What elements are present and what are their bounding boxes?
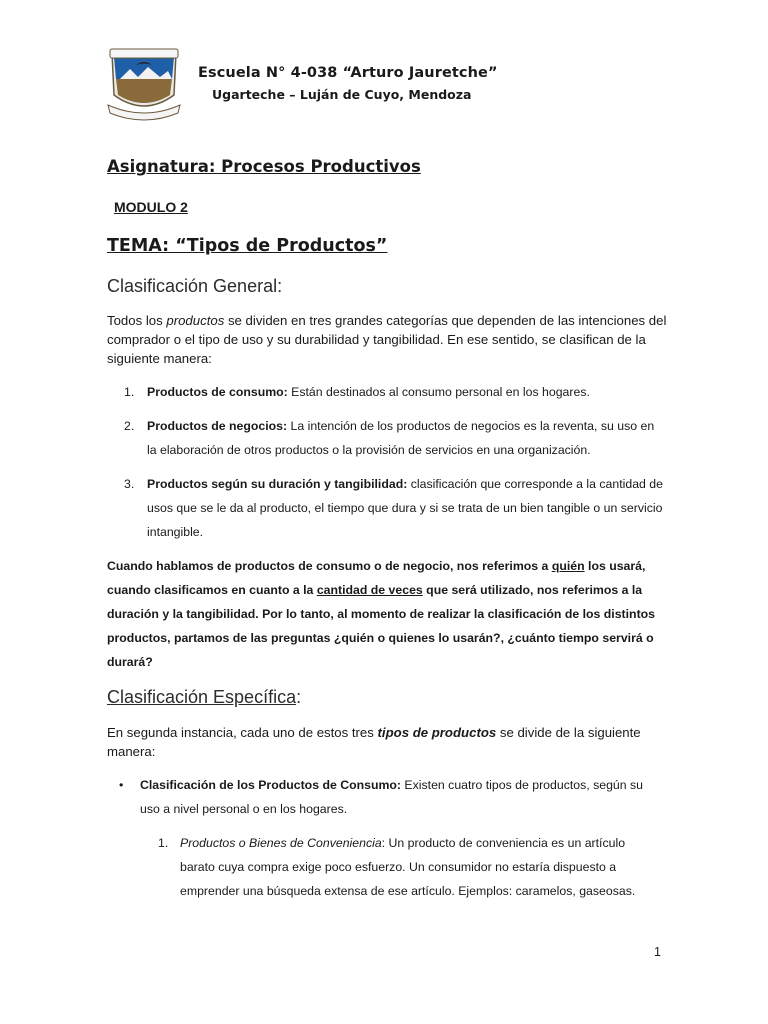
sub-list-item: 1. Productos o Bienes de Conveniencia: Un producto de conveniencia es un artículo barato cuya compra exige poco esfuerzo. Un consumidor no estaría dispuesto a emprender una búsqueda extensa de ese artículo. Ejemplos: caramelos, gaseosas. [158, 836, 636, 898]
subject-title: Asignatura: Procesos Productivos [107, 157, 421, 176]
bullet-item: • Clasificación de los Productos de Consumo: Existen cuatro tipos de productos, según su uso a nivel personal o en los hogares. [107, 773, 667, 823]
school-location: Ugarteche – Luján de Cuyo, Mendoza [212, 87, 472, 102]
module-label: MODULO 2 [114, 199, 188, 215]
section-heading-general: Clasificación General: [107, 276, 283, 296]
section-heading-specific: Clasificación Específica: [107, 687, 302, 707]
school-crest-icon [106, 45, 182, 121]
topic-title: TEMA: “Tipos de Productos” [107, 236, 388, 256]
general-classification-list: 1. Productos de consumo: Están destinados al consumo personal en los hogares. 2. Productos de negocios: La intención de los productos de negocios es la reventa, su uso en la elaboración de otros productos o la provisión de servicios en una organización. 3. Productos según su duración y tangibilidad: clasificación que corresponde a la cantidad de usos que se le da al producto, el tiempo que dura y si se trata de un bien tangible o un servicio intangible. [124, 385, 663, 539]
bullet-icon: • [119, 778, 124, 792]
specific-intro-paragraph: En segunda instancia, cada uno de estos tres tipos de productos se divide de la siguiente manera: [107, 725, 641, 759]
school-name: Escuela N° 4-038 “Arturo Jauretche” [198, 65, 498, 81]
summary-paragraph: Cuando hablamos de productos de consumo o de negocio, nos referimos a quién los usará, cuando clasificamos en cuanto a la cantidad de veces que será utilizado, nos referimos a la duración y la tangibilidad. Por lo tanto, al momento de realizar la clasificación de los distintos productos, partamos de las preguntas ¿quién o quienes lo usarán?, ¿cuánto tiempo servirá o durará? [107, 559, 656, 669]
page-number: 1 [654, 945, 661, 959]
intro-paragraph: Todos los productos se dividen en tres grandes categorías que dependen de las intenciones del comprador o el tipo de uso y su durabilidad y tangibilidad. En ese sentido, se clasifican de la siguiente manera: [107, 313, 667, 366]
